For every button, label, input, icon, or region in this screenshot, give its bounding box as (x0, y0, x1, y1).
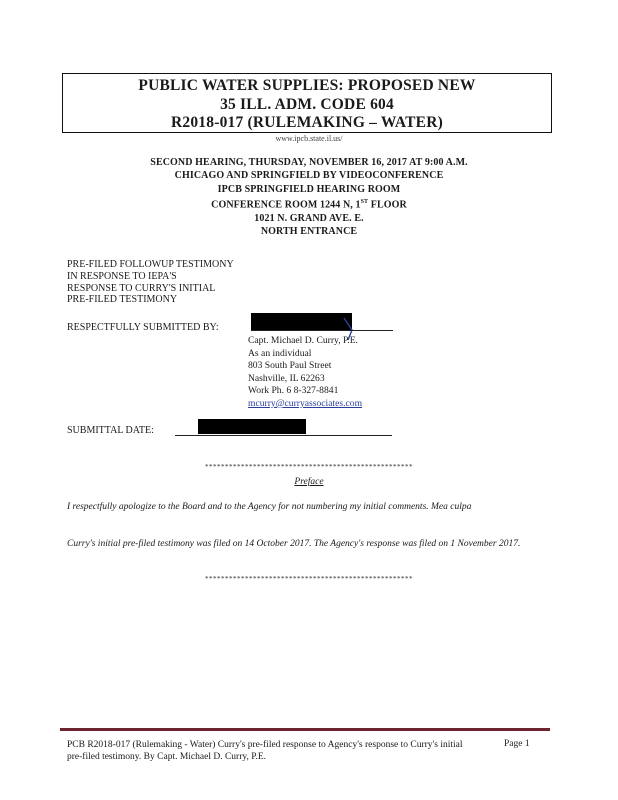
prefiled-line-1: PRE-FILED FOLLOWUP TESTIMONY (67, 259, 234, 270)
signature-line (251, 330, 393, 331)
prefiled-heading (67, 259, 234, 306)
preface-heading: Preface (294, 477, 324, 487)
footer-rule (60, 728, 550, 731)
title-line-2: 35 ILL. ADM. CODE 604 (220, 95, 394, 113)
contact-street: 803 South Paul Street (248, 360, 332, 372)
submitted-by-label: RESPECTFULLY SUBMITTED BY: (67, 322, 219, 333)
contact-city: Nashville, IL 62263 (248, 372, 325, 384)
page-number: Page 1 (504, 739, 530, 749)
contact-role: As an individual (248, 347, 312, 359)
website-url: www.ipcb.state.il.us/ (275, 134, 343, 143)
submittal-date-label: SUBMITTAL DATE: (67, 425, 154, 436)
hearing-line-2: CHICAGO AND SPRINGFIELD BY VIDEOCONFERENCE (174, 170, 444, 182)
contact-phone: Work Ph. 6 8-327-8841 (248, 385, 339, 397)
contact-name: Capt. Michael D. Curry, P.E. (248, 335, 358, 346)
hearing-line-4 (0, 196, 618, 212)
signature-redaction (251, 313, 352, 330)
contact-email-link[interactable]: mcurry@curryassociates.com (248, 397, 363, 409)
hearing-line-3: IPCB SPRINGFIELD HEARING ROOM (217, 183, 401, 195)
prefiled-line-4: PRE-FILED TESTIMONY (67, 294, 178, 306)
hearing-line-6: NORTH ENTRANCE (260, 225, 358, 237)
hearing-line-4-sup: ST (360, 198, 369, 205)
title-box (62, 73, 552, 133)
title-line-3: R2018-017 (RULEMAKING – WATER) (171, 114, 443, 131)
hearing-line-4-end: FLOOR (368, 199, 407, 211)
divider-top: **************************************************** (205, 463, 413, 471)
paragraph-filing-dates: Curry's initial pre-filed testimony was filed on 14 October 2017. The Agency's response was filed on 1 November 2017. (67, 539, 521, 549)
title-line-1: PUBLIC WATER SUPPLIES: PROPOSED NEW (138, 77, 476, 94)
hearing-details (0, 156, 618, 238)
submittal-date-redaction (198, 419, 306, 434)
hearing-line-4-main: CONFERENCE ROOM 1244 N, 1 (211, 199, 361, 211)
hearing-line-5: 1021 N. GRAND AVE. E. (254, 212, 364, 224)
prefiled-line-2: IN RESPONSE TO IEPA'S (67, 270, 177, 282)
submittal-date-line (175, 435, 392, 436)
divider-bottom: **************************************************** (205, 575, 413, 583)
prefiled-line-3: RESPONSE TO CURRY'S INITIAL (67, 282, 216, 294)
hearing-line-1: SECOND HEARING, THURSDAY, NOVEMBER 16, 2017 AT 9:00 A.M. (150, 157, 468, 168)
contact-block (248, 335, 362, 411)
footer-text: PCB R2018-017 (Rulemaking - Water) Curry's pre-filed response to Agency's response to Curry's initial pre-filed testimony. By Capt. Michael D. Curry, P.E. (67, 740, 463, 762)
paragraph-apology: I respectfully apologize to the Board and to the Agency for not numbering my initial comments. Mea culpa (67, 502, 472, 512)
